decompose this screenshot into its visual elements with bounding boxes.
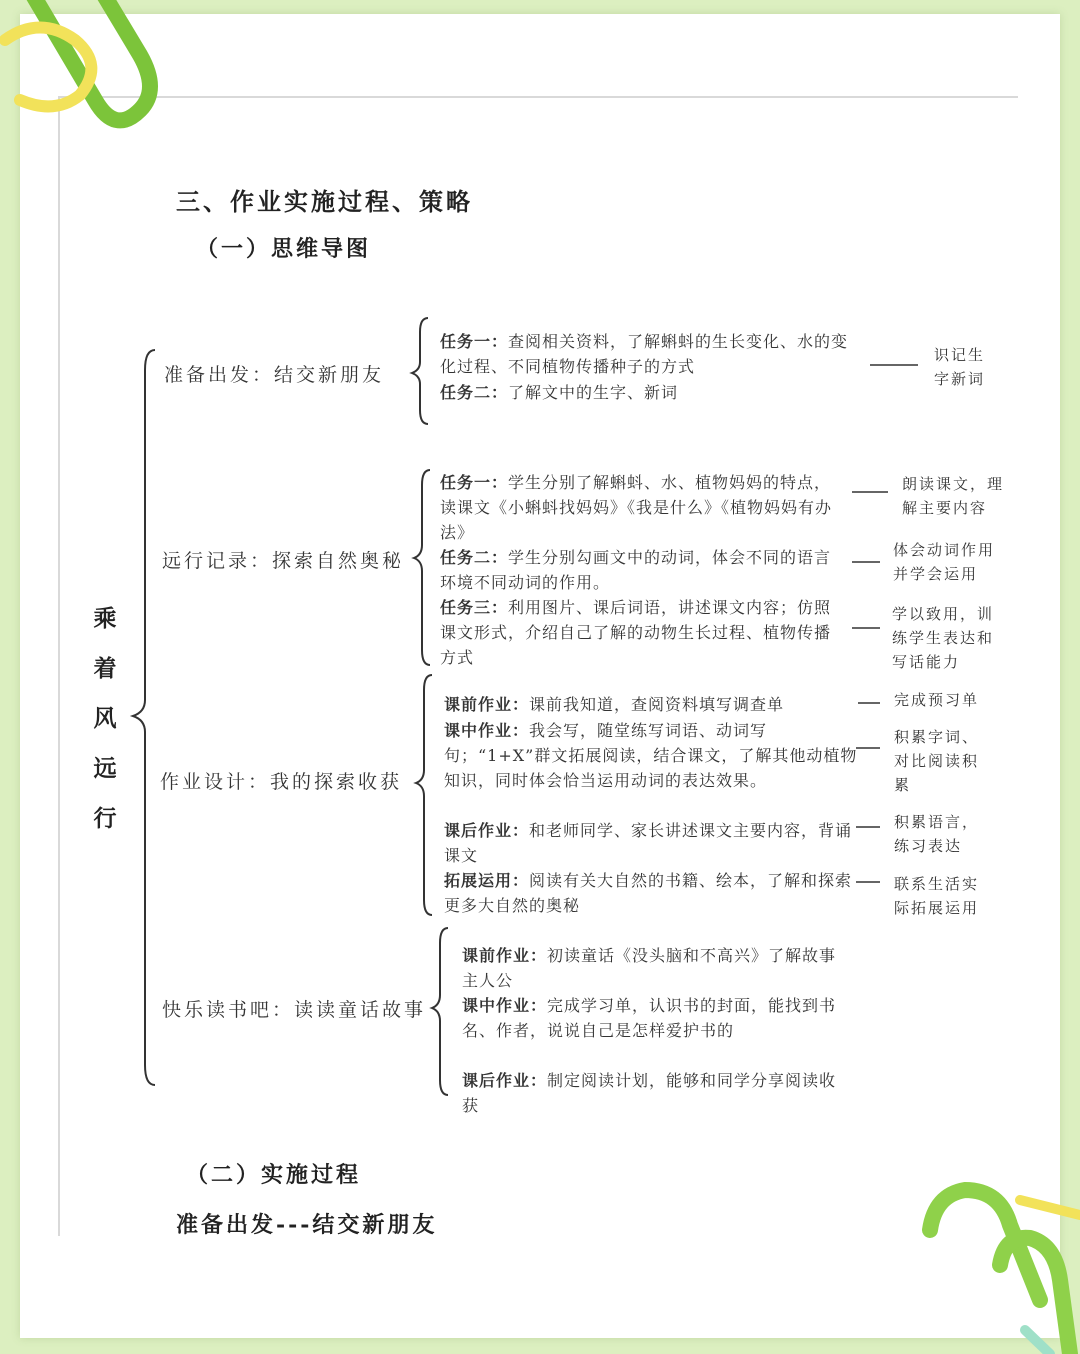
task-text: 学生分别了解蝌蚪、水、植物妈妈的特点，读课文《小蝌蚪找妈妈》《我是什么》《植物妈妈有办法》	[440, 473, 833, 542]
task-text: 学生分别勾画文中的动词，体会不同的语言环境不同动词的作用。	[440, 548, 832, 592]
task-text: 制定阅读计划，能够和同学分享阅读收获	[462, 1071, 837, 1115]
mindmap-root: 乘着风远行	[93, 605, 117, 832]
branch-title-4: 快乐读书吧：读读童话故事	[162, 999, 427, 1021]
section-title: 三、作业实施过程、策略	[176, 187, 473, 216]
task-label: 课前作业：	[462, 946, 548, 965]
task-label: 课前作业：	[444, 695, 530, 714]
branch-2-task-2	[440, 545, 845, 595]
branch-title-2: 远行记录：探索自然奥秘	[162, 550, 405, 572]
branch-2-note-3: 学以致用，训练学生表达和写话能力	[892, 605, 995, 671]
branch-3-note-4: 联系生活实际拓展运用	[894, 875, 980, 917]
subsection-mindmap-title: （一）思维导图	[196, 236, 372, 262]
branch-4-task-1	[462, 943, 840, 993]
task-label: 课后作业：	[444, 821, 530, 840]
subsection-process-title: （二）实施过程	[186, 1162, 362, 1188]
branch-2-task-3	[440, 595, 845, 670]
branch-title-1: 准备出发：结交新朋友	[164, 364, 385, 386]
task-label: 课后作业：	[462, 1071, 548, 1090]
branch-4-task-2	[462, 993, 840, 1043]
task-label: 任务二：	[440, 383, 509, 402]
process-item-title: 准备出发---结交新朋友	[176, 1212, 438, 1238]
branch-3-task-2	[444, 718, 859, 793]
task-text: 课前我知道，查阅资料填写调查单	[529, 695, 785, 714]
task-text: 了解文中的生字、新词	[508, 383, 679, 402]
task-text: 利用图片、课后词语，讲述课文内容；仿照课文形式，介绍自己了解的动物生长过程、植物传播方式	[440, 598, 832, 667]
task-text: 初读童话《没头脑和不高兴》了解故事主人公	[462, 946, 837, 990]
branch-3-note-3: 积累语言，练习表达	[894, 813, 980, 855]
task-label: 课中作业：	[462, 996, 548, 1015]
task-label: 任务一：	[440, 473, 509, 492]
branch-2-task-1	[440, 470, 845, 545]
branch-2-note-2: 体会动词作用并学会运用	[893, 541, 996, 583]
branch-3-task-1	[444, 692, 859, 717]
task-text: 我会写，随堂练写词语、动词写句；“1+X”群文拓展阅读，结合课文，了解其他动植物知识，同时体会恰当运用动词的表达效果。	[444, 721, 858, 790]
branch-1-note-1: 识记生字新词	[934, 346, 986, 388]
task-label: 任务二：	[440, 548, 509, 567]
branch-4-task-3	[462, 1068, 840, 1118]
task-text: 完成学习单，认识书的封面，能找到书名、作者，说说自己是怎样爱护书的	[462, 996, 837, 1040]
task-label: 课中作业：	[444, 721, 530, 740]
task-label: 拓展运用：	[444, 871, 530, 890]
branch-3-task-4	[444, 868, 859, 918]
branch-3-note-1: 完成预习单	[894, 691, 980, 709]
task-text: 和老师同学、家长讲述课文主要内容，背诵课文	[444, 821, 853, 865]
branch-2-note-1: 朗读课文，理解主要内容	[902, 475, 1005, 517]
task-label: 任务三：	[440, 598, 509, 617]
branch-3-task-3	[444, 818, 859, 868]
branch-title-3: 作业设计：我的探索收获	[160, 771, 403, 793]
branch-1-task-1	[440, 329, 865, 379]
branch-1-task-2	[440, 380, 865, 405]
branch-3-note-2: 积累字词、对比阅读积累	[894, 728, 980, 794]
task-label: 任务一：	[440, 332, 509, 351]
task-text: 查阅相关资料，了解蝌蚪的生长变化、水的变化过程、不同植物传播种子的方式	[440, 332, 849, 376]
task-text: 阅读有关大自然的书籍、绘本，了解和探索更多大自然的奥秘	[444, 871, 853, 915]
